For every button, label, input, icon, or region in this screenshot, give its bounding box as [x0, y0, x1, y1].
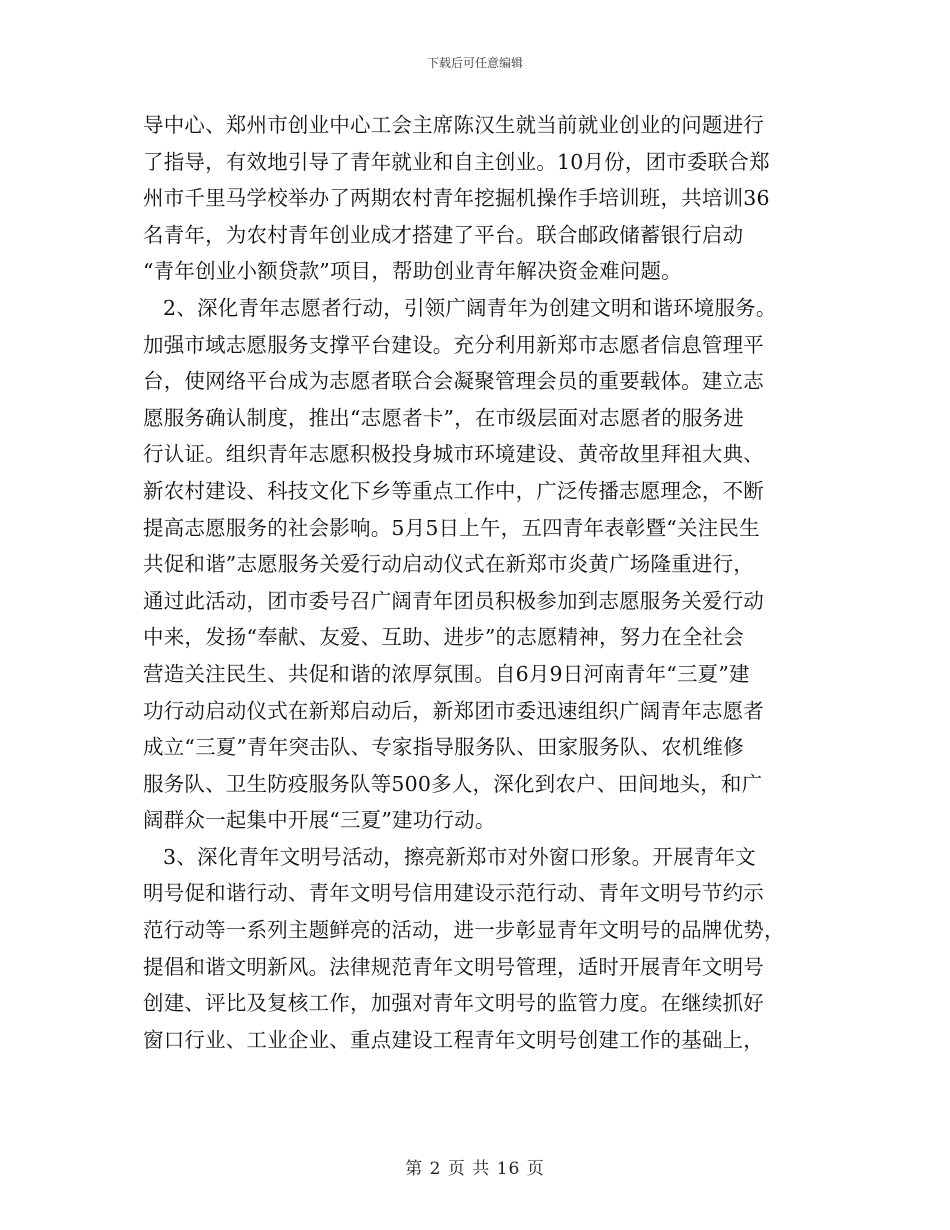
text-line: 提高志愿服务的社会影响。5月5日上午，五四青年表彰暨“关注民生	[143, 515, 760, 540]
page-number: 第 2 页 共 16 页	[405, 1159, 545, 1179]
text-line: 范行动等一系列主题鲜亮的活动，进一步彰显青年文明号的品牌优势，	[143, 918, 785, 943]
text-line: 提倡和谐文明新风。法律规范青年文明号管理，适时开展青年文明号	[143, 954, 764, 979]
text-line: 台，使网络平台成为志愿者联合会凝聚管理会员的重要载体。建立志	[143, 369, 764, 394]
text-line: 行认证。组织青年志愿积极投身城市环境建设、黄帝故里拜祖大典、	[143, 442, 764, 467]
text-line: 成立“三夏”青年突击队、专家指导服务队、田家服务队、农机维修	[143, 735, 744, 760]
text-line: 州市千里马学校举办了两期农村青年挖掘机操作手培训班，共培训36	[143, 186, 770, 211]
text-line: 通过此活动，团市委号召广阔青年团员积极参加到志愿服务关爱行动	[143, 588, 764, 613]
text-line: “青年创业小额贷款”项目，帮助创业青年解决资金难问题。	[143, 259, 682, 284]
paragraph-start-line: 2、深化青年志愿者行动，引领广阔青年为创建文明和谐环境服务。	[163, 295, 777, 320]
text-line: 窗口行业、工业企业、重点建设工程青年文明号创建工作的基础上，	[143, 1027, 764, 1052]
text-line: 服务队、卫生防疫服务队等500多人，深化到农户、田间地头，和广	[143, 771, 763, 796]
text-line: 创建、评比及复核工作，加强对青年文明号的监管力度。在继续抓好	[143, 991, 764, 1016]
document-body	[143, 107, 823, 1058]
text-line: 加强市域志愿服务支撑平台建设。充分利用新郑市志愿者信息管理平	[143, 332, 764, 357]
text-line: 名青年，为农村青年创业成才搭建了平台。联合邮政储蓄银行启动	[143, 222, 744, 247]
text-line: 导中心、郑州市创业中心工会主席陈汉生就当前就业创业的问题进行	[143, 113, 764, 137]
text-line: 新农村建设、科技文化下乡等重点工作中，广泛传播志愿理念，不断	[143, 478, 764, 503]
page-header: 下载后可任意编辑	[426, 56, 523, 70]
text-line: 明号促和谐行动、青年文明号信用建设示范行动、青年文明号节约示	[143, 881, 764, 906]
text-line: 共促和谐”志愿服务关爱行动启动仪式在新郑市炎黄广场隆重进行，	[143, 552, 754, 577]
text-line: 阔群众一起集中开展“三夏”建功行动。	[143, 808, 496, 833]
text-line: 了指导，有效地引导了青年就业和自主创业。10月份，团市委联合郑	[143, 149, 770, 174]
text-line: 功行动启动仪式在新郑启动后，新郑团市委迅速组织广阔青年志愿者	[143, 698, 764, 723]
text-line: 营造关注民生、共促和谐的浓厚氛围。自6月9日河南青年“三夏”建	[143, 661, 750, 686]
text-line: 中来，发扬“奉献、友爱、互助、进步”的志愿精神，努力在全社会	[143, 625, 744, 650]
text-line: 愿服务确认制度，推出“志愿者卡”，在市级层面对志愿者的服务进	[143, 405, 744, 430]
paragraph-start-line: 3、深化青年文明号活动，擦亮新郑市对外窗口形象。开展青年文	[163, 844, 756, 869]
